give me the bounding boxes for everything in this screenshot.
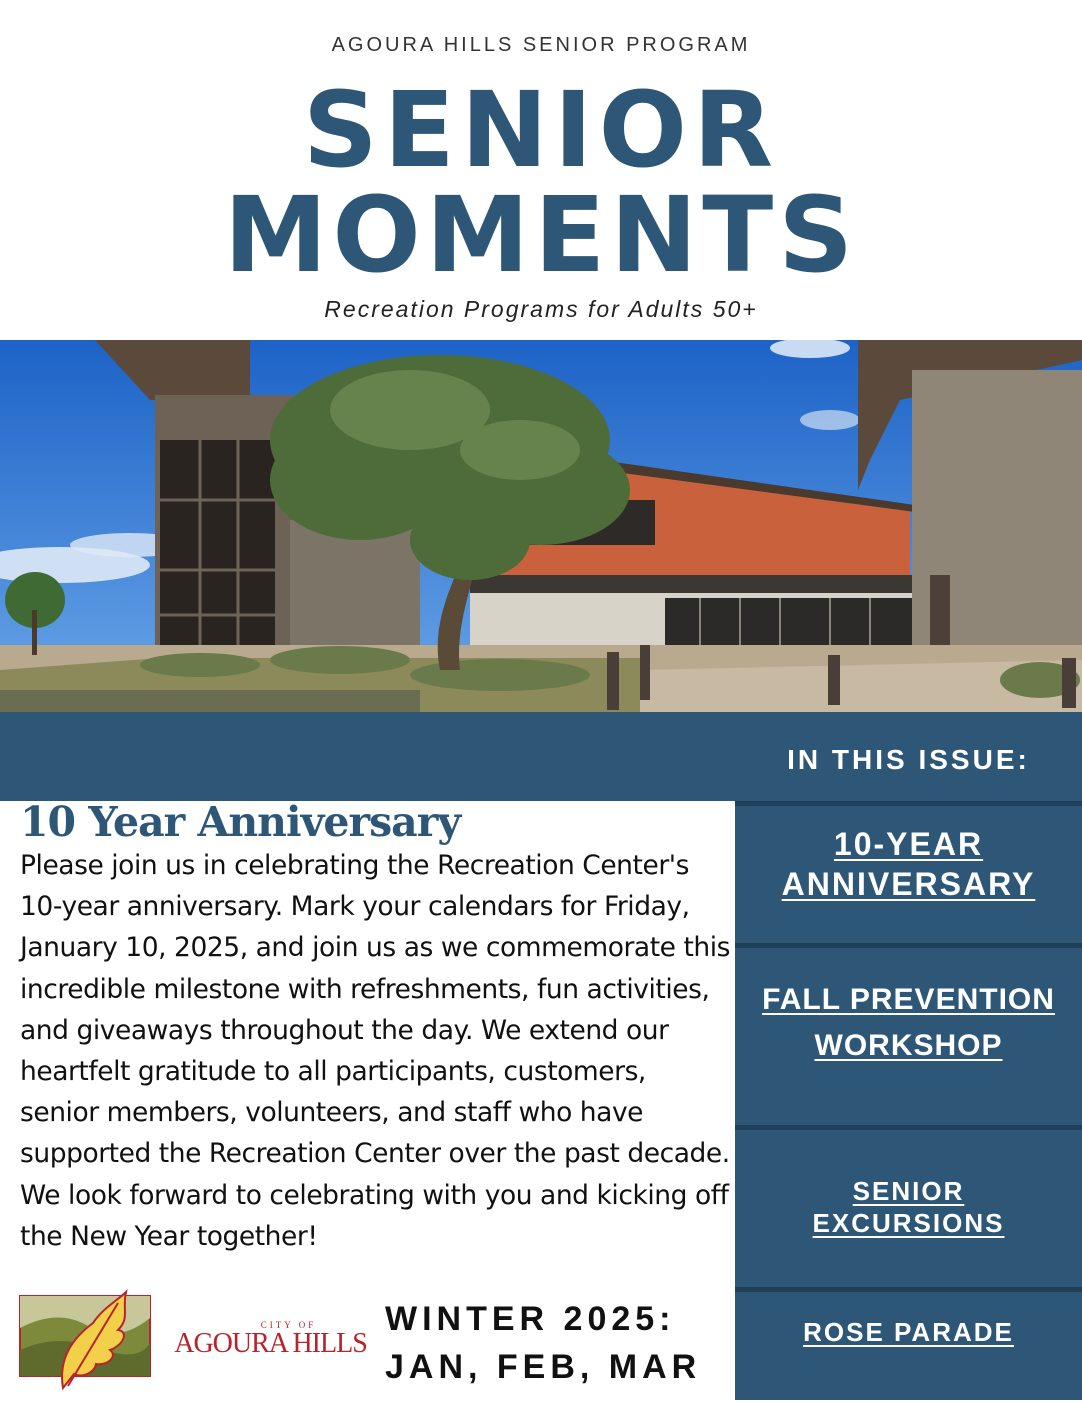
season-label [385, 1295, 701, 1391]
issue-link-anniversary-line1: 10-YEAR [833, 826, 984, 862]
season-line1: WINTER 2025: [385, 1300, 676, 1338]
issue-link-rose-parade-label: ROSE PARADE [803, 1317, 1014, 1347]
city-logo [18, 1288, 373, 1398]
issue-link-rose-parade[interactable] [735, 1316, 1082, 1348]
sidebar-divider [735, 943, 1082, 948]
issue-link-excursions[interactable] [735, 1175, 1082, 1239]
city-of-label: CITY OF [260, 1320, 317, 1330]
issue-link-excursions-line2: EXCURSIONS [812, 1208, 1005, 1238]
in-this-issue-sidebar [735, 801, 1082, 1400]
newsletter-header [0, 0, 1082, 340]
newsletter-title-line1: SENIOR [302, 69, 780, 191]
sidebar-divider [735, 1287, 1082, 1292]
recreation-center-photo [0, 340, 1082, 712]
issue-link-fall-prevention-line1: FALL PREVENTION [762, 983, 1055, 1016]
season-line2: JAN, FEB, MAR [385, 1348, 702, 1386]
article-body: Please join us in celebrating the Recreation Center's 10-year anniversary. Mark your calendars for Friday, January 10, 2025, and join us as we commemorate this incredible milestone with refreshments, fun activities, and giveaways throughout the day. We extend our heartfelt gratitude to all participants, customers, senior members, volunteers, and staff who have supported the Recreation Center over the past decade. We look forward to celebrating with you and kicking off the New Year together! [20, 850, 731, 1252]
issue-link-fall-prevention-line2: WORKSHOP [814, 1029, 1003, 1062]
issue-link-fall-prevention[interactable] [735, 977, 1082, 1069]
issue-link-anniversary-line2: ANNIVERSARY [781, 866, 1036, 902]
building-illustration [0, 340, 1082, 712]
sidebar-divider [735, 1125, 1082, 1130]
issue-link-anniversary[interactable] [735, 824, 1082, 904]
newsletter-title-line2: MOMENTS [223, 174, 859, 296]
article-title: 10 Year Anniversary [20, 798, 461, 846]
sidebar-divider [735, 801, 1082, 806]
in-this-issue-heading: IN THIS ISSUE: [787, 744, 1030, 775]
issue-link-excursions-line1: SENIOR [852, 1176, 965, 1206]
newsletter-tagline: Recreation Programs for Adults 50+ [324, 296, 758, 322]
city-name-label: AGOURA HILLS [174, 1328, 367, 1359]
program-name: AGOURA HILLS SENIOR PROGRAM [331, 34, 751, 56]
